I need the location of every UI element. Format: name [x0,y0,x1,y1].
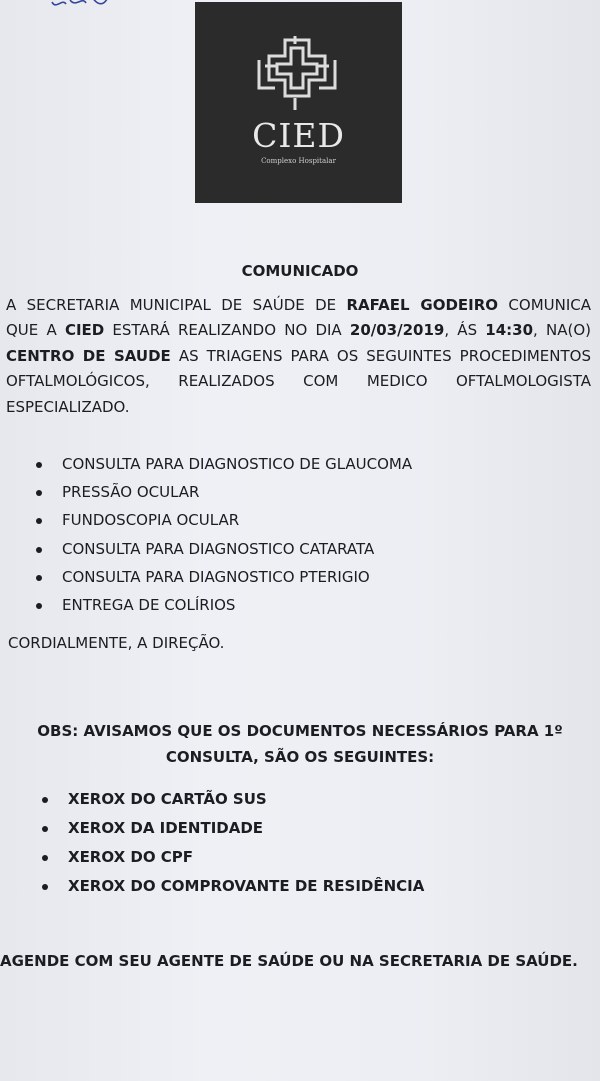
bullet-icon [36,518,42,524]
paragraph-line-1 [6,293,591,318]
municipality-name: RAFAEL GODEIRO [346,296,499,314]
list-item-text: FUNDOSCOPIA OCULAR [62,511,240,530]
list-item [42,843,424,872]
bullet-icon [42,797,48,803]
paragraph-text: ESTARÁ REALIZANDO NO DIA [104,321,350,340]
handwritten-scribble-icon [46,0,116,18]
paragraph-line-5: ESPECIALIZADO. [6,397,130,416]
list-item [42,872,424,901]
list-item-text: CONSULTA PARA DIAGNOSTICO DE GLAUCOMA [62,455,413,473]
list-item-text: XEROX DO CPF [68,848,194,866]
list-item-text: PRESSÃO OCULAR [62,483,200,502]
list-item-text: CONSULTA PARA DIAGNOSTICO CATARATA [62,539,375,558]
paragraph-text: A SECRETARIA MUNICIPAL DE SAÚDE DE [6,296,347,314]
document-list [42,785,424,901]
list-item [36,506,412,534]
event-date: 20/03/2019 [349,321,445,340]
list-item-text: XEROX DO COMPROVANTE DE RESIDÊNCIA [68,877,425,895]
bullet-icon [42,855,48,861]
paragraph-text: COMUNICA [498,296,591,314]
list-item-text: XEROX DO CARTÃO SUS [68,790,267,808]
logo-name: CIED [252,116,345,155]
bullet-icon [36,603,42,609]
list-item-text: ENTREGA DE COLÍRIOS [62,595,236,614]
list-item [36,478,412,506]
list-item [36,535,412,563]
bullet-icon [36,547,42,553]
event-location: CENTRO DE SAUDE [6,346,171,365]
paragraph-text: QUE A [6,321,65,340]
event-time: 14:30 [485,321,534,340]
notice-title: COMUNICADO [241,262,359,280]
obs-line-2: CONSULTA, SÃO OS SEGUINTES: [165,748,435,766]
closing-line: CORDIALMENTE, A DIREÇÃO. [8,634,225,652]
cross-emblem-icon [255,36,339,114]
paragraph-text: , NA(O) [533,321,592,340]
obs-line-1: OBS: AVISAMOS QUE OS DOCUMENTOS NECESSÁRIOS PARA 1º [37,722,563,740]
procedure-list [36,450,412,619]
bullet-icon [36,490,42,496]
notice-paragraph [6,293,591,420]
list-item [36,450,412,478]
logo-subtitle: Complexo Hospitalar [261,157,336,165]
paragraph-text: AS TRIAGENS PARA OS SEGUINTES PROCEDIMENTOS [170,346,591,365]
list-item-text: XEROX DA IDENTIDADE [68,819,264,837]
list-item [36,591,412,619]
list-item [42,785,424,814]
list-item [36,563,412,591]
obs-note [0,718,600,770]
bullet-icon [42,884,48,890]
paragraph-line-2 [6,318,591,343]
cied-logo [195,2,402,203]
bullet-icon [36,575,42,581]
list-item-text: CONSULTA PARA DIAGNOSTICO PTERIGIO [62,567,370,586]
footer-instruction: AGENDE COM SEU AGENTE DE SAÚDE OU NA SECRETARIA DE SAÚDE. [0,952,578,970]
bullet-icon [42,826,48,832]
paragraph-text: , ÁS [444,321,486,340]
list-item [42,814,424,843]
bullet-icon [36,462,42,468]
paragraph-line-4: OFTALMOLÓGICOS, REALIZADOS COM MEDICO OFTALMOLOGISTA [6,372,591,391]
paragraph-line-3 [6,344,591,369]
organization-name: CIED [64,321,105,340]
